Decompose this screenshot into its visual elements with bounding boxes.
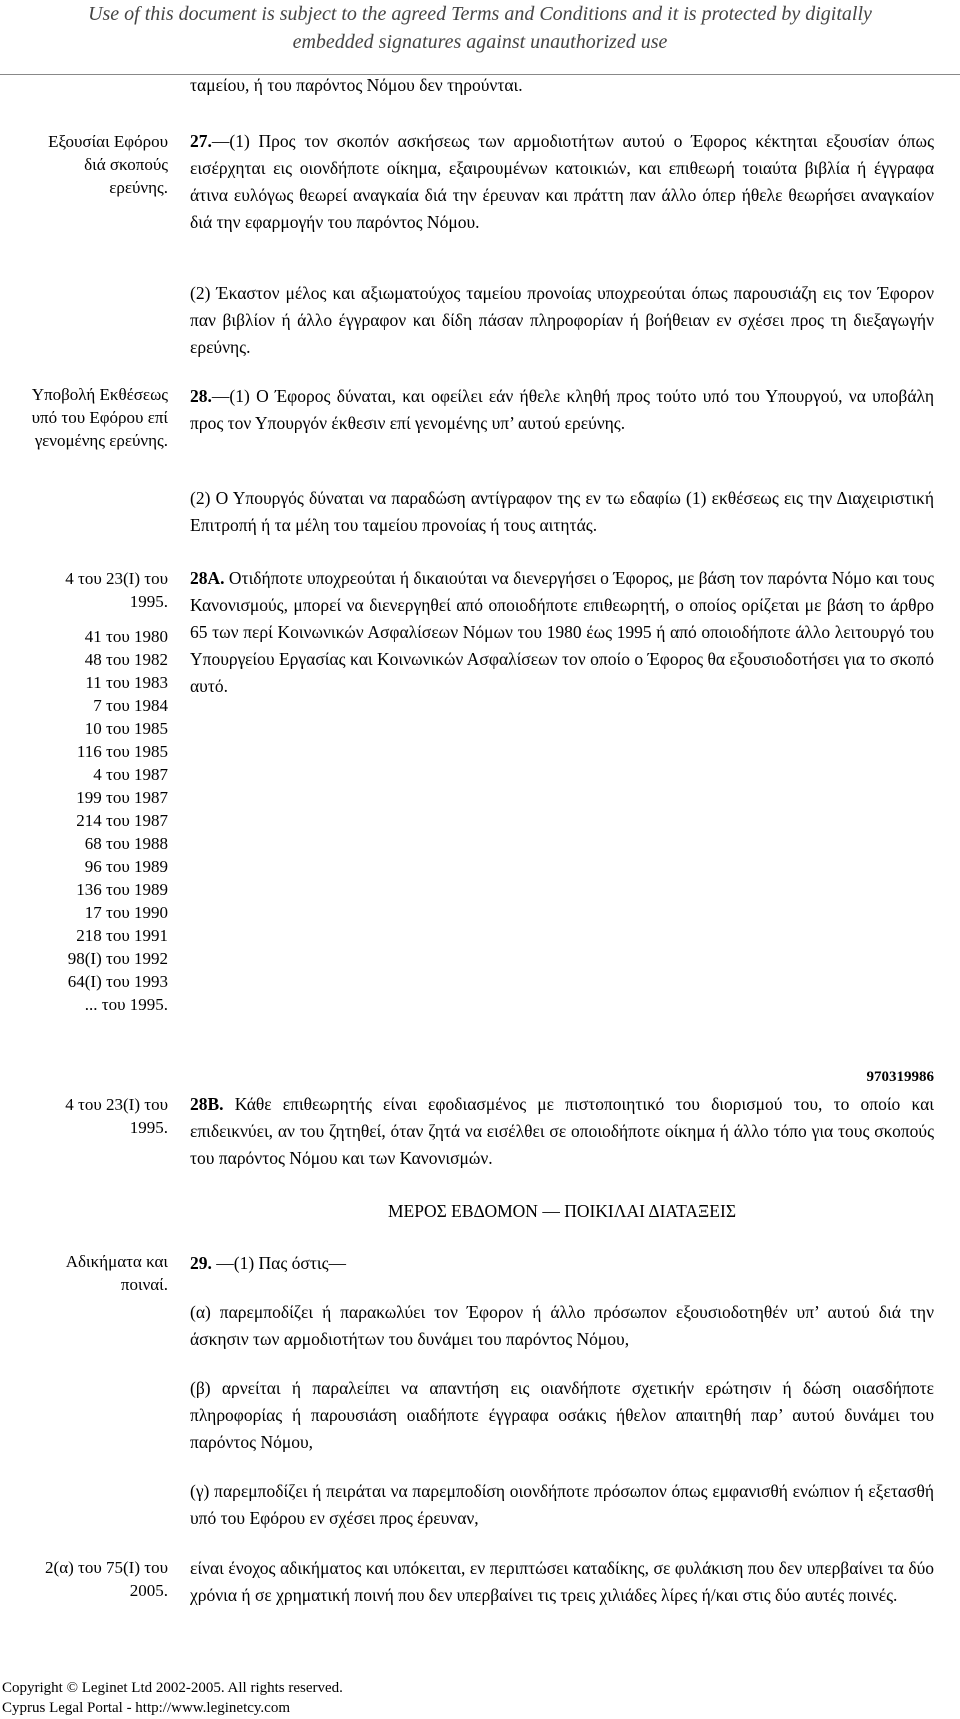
margin-note-line: Εξουσίαι Εφόρου (48, 132, 168, 151)
section-29-item-a: (α) παρεμποδίζει ή παρακωλύει τον Έφορον ή άλλο πρόσωπον εξουσιοδοτηθέν υπ’ αυτού διά την άσκησιν των αρμοδιοτήτων του δυνάμει του παρόντος Νόμου, (190, 1302, 934, 1349)
amending-law: ... του 1995. (84, 995, 168, 1014)
copyright-text: Copyright © Leginet Ltd 2002-2005. All rights reserved. (2, 1680, 343, 1696)
section-number: 28Β. (190, 1094, 224, 1114)
margin-note-line: Αδικήματα και (65, 1252, 168, 1271)
amending-law: 11 του 1983 (85, 673, 168, 692)
section-text: —(1) Ο Έφορος δύναται, και οφείλει εάν ήθελε κληθή προς τούτο υπό του Υπουργού, να υποβάλη προς τον Υπουργόν έκθεσιν επί γενομένης υπ’ αυτού ερεύνης. (190, 386, 934, 433)
section-text: —(1) Πας όστις— (216, 1253, 346, 1273)
section-text: Κάθε επιθεωρητής είναι εφοδιασμένος με πιστοποιητικό του διορισμού του, το οποίο και επιδεικνύει, αν του ζητηθεί, όταν ζητά να εισέλθει σε οποιοδήποτε οίκημα ή άλλο τόπο για τους σκοπούς του παρόντος Νόμου και των Κανονισμών. (190, 1094, 935, 1168)
amending-law: 48 του 1982 (84, 650, 168, 669)
amending-law: 4 του 1987 (93, 765, 168, 784)
portal-link[interactable]: Cyprus Legal Portal - http://www.leginetcy.com (2, 1700, 290, 1716)
section-28a-para (190, 565, 934, 700)
section-27-para-1 (190, 128, 934, 236)
amending-law: 10 του 1985 (84, 719, 168, 738)
margin-note-29 (10, 1250, 168, 1296)
amending-law: 199 του 1987 (76, 788, 168, 807)
amending-law: 96 του 1989 (84, 857, 168, 876)
margin-note-line: 2005. (129, 1581, 168, 1600)
section-29-closing: είναι ένοχος αδικήματος και υπόκειται, εν περιπτώσει καταδίκης, σε φυλάκιση που δεν υπερβαίνει τα δύο χρόνια ή σε χρηματική ποινή που δεν υπερβαίνει τις τρεις χιλιάδες λίρες ή/και στις δύο αυτές ποινές. (190, 1558, 934, 1605)
margin-note-line: υπό του Εφόρου επί (31, 408, 168, 427)
margin-note-line: 1995. (129, 592, 168, 611)
document-number: 970319986 (866, 1069, 934, 1085)
margin-note-line: 2(α) του 75(Ι) του (45, 1558, 168, 1577)
usage-notice-line-1: Use of this document is subject to the agreed Terms and Conditions and it is protected by digitally (88, 3, 872, 25)
amending-law: 17 του 1990 (84, 903, 168, 922)
section-28-para-2: (2) Ο Υπουργός δύναται να παραδώση αντίγραφον της εν τω εδαφίω (1) εκθέσεως εις την Διαχειριστική Επιτροπή ή τα μέλη του ταμείου προνοίας ή τους αιτητάς. (190, 488, 934, 535)
margin-note-line: ερεύνης. (109, 178, 168, 197)
amending-law: 214 του 1987 (76, 811, 168, 830)
margin-note-line: 4 του 23(Ι) του (65, 569, 168, 588)
section-29-item-b: (β) αρνείται ή παραλείπει να απαντήση εις οιανδήποτε σχετικήν ερώτησιν ή δώση οιασδήποτε πληροφορίας ή παρουσιάση οιαδήποτε έγγραφα οσάκις ήθελον απαιτηθή παρ’ αυτού δυνάμει του παρόντος Νόμου, (190, 1378, 934, 1452)
margin-note-28b (10, 1093, 168, 1139)
margin-note-28a (10, 567, 168, 1016)
section-number: 27. (190, 131, 212, 151)
margin-note-line: διά σκοπούς (84, 155, 168, 174)
amending-law: 136 του 1989 (76, 880, 168, 899)
section-27-para-2: (2) Έκαστον μέλος και αξιωματούχος ταμείου προνοίας υποχρεούται όπως παρουσιάζη εις τον Έφορον παν βιβλίον ή άλλο έγγραφον και δίδη πάσαν πληροφορίαν ή βοήθειαν εν σχέσει προς τη διεξαγωγήν ερεύνης. (190, 283, 934, 357)
usage-notice (0, 0, 960, 56)
section-29-intro (190, 1250, 934, 1277)
amending-law: 7 του 1984 (93, 696, 168, 715)
margin-note-29-amendment (10, 1556, 168, 1602)
section-text: Οτιδήποτε υποχρεούται ή δικαιούται να διενεργήσει ο Έφορος, με βάση τον παρόντα Νόμο και τους Κανονισμούς, μπορεί να διενεργηθεί από οποιοδήποτε επιθεωρητή, ο οποίος ορίζεται με βάση το άρθρο 65 των περί Κοινωνικών Ασφαλίσεων Νόμων του 1980 έως 1995 ή από οποιοδήποτε άλλο λειτουργό του Υπουργείου Εργασίας και Κοινωνικών Ασφαλίσεων τον οποίο ο Έφορος θα εξουσιοδοτήσει για το σκοπό αυτό. (190, 568, 935, 696)
footer (2, 1678, 343, 1718)
part-heading: ΜΕΡΟΣ ΕΒΔΟΜΟΝ — ΠΟΙΚΙΛΑΙ ΔΙΑΤΑΞΕΙΣ (387, 1201, 737, 1221)
amending-law: 218 του 1991 (76, 926, 168, 945)
margin-note-line: γενομένης ερεύνης. (34, 431, 168, 450)
amending-law: 116 του 1985 (76, 742, 168, 761)
margin-note-line: ποιναί. (120, 1275, 168, 1294)
section-28b-para (190, 1091, 934, 1172)
amending-law: 41 του 1980 (84, 627, 168, 646)
margin-note-27 (10, 130, 168, 199)
continued-text: ταμείου, ή του παρόντος Νόμου δεν τηρούνται. (190, 75, 523, 95)
margin-note-line: 1995. (129, 1118, 168, 1137)
amending-law: 98(Ι) του 1992 (67, 949, 168, 968)
margin-note-line: 4 του 23(Ι) του (65, 1095, 168, 1114)
section-28-para-1 (190, 383, 934, 437)
margin-note-line: Υποβολή Εκθέσεως (31, 385, 168, 404)
usage-notice-line-2: embedded signatures against unauthorized use (292, 31, 668, 53)
margin-note-28 (10, 383, 168, 452)
section-number: 28Α. (190, 568, 225, 588)
section-text: —(1) Προς τον σκοπόν ασκήσεως των αρμοδιοτήτων αυτού ο Έφορος κέκτηται εξουσίαν όπως εισέρχηται εις οιονδήποτε οίκημα, εξαιρουμένων κατοικιών, και επιθεωρή τοιαύτα βιβλία ή έγγραφα άτινα ευλόγως θεωρεί αναγκαία διά την έρευναν και πράττη παν άλλο όπερ ήθελε θεωρήσει αναγκαίον διά την εφαρμογήν του παρόντος Νόμου. (190, 131, 934, 232)
section-number: 28. (190, 386, 212, 406)
section-number: 29. (190, 1253, 212, 1273)
amending-law: 64(Ι) του 1993 (67, 972, 168, 991)
section-29-item-c: (γ) παρεμποδίζει ή πειράται να παρεμποδίση οιονδήποτε πρόσωπον όπως εμφανισθή ενώπιον ή εξετασθή υπό του Εφόρου εν σχέσει προς έρευναν, (190, 1481, 934, 1528)
amending-law: 68 του 1988 (84, 834, 168, 853)
